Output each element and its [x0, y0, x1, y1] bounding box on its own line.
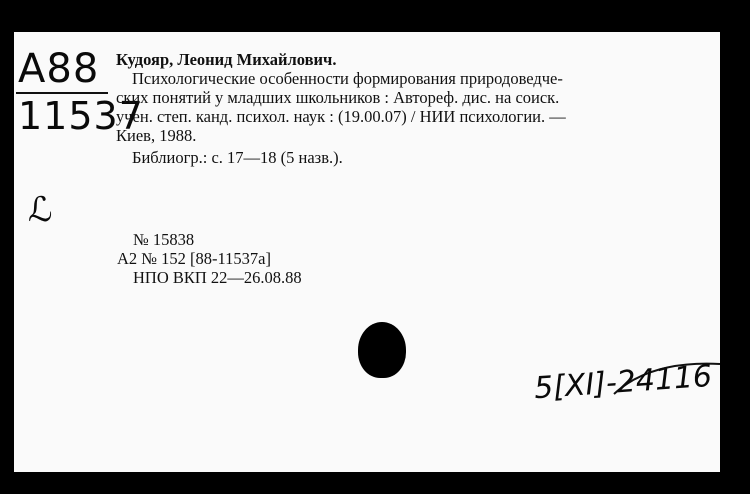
shelf-mark-top: А88 [18, 46, 100, 92]
registration-date: НПО ВКП 22—26.08.88 [133, 268, 302, 287]
registration-code: А2 № 152 [88-11537а] [117, 249, 271, 268]
record-line-3: учен. степ. канд. психол. наук : (19.00.07) / НИИ психологии. — [116, 107, 566, 126]
card-punch-hole [358, 322, 406, 378]
shelf-mark-bottom: 11537 [18, 94, 144, 138]
handwritten-note: 5[XI]-24116 [532, 358, 714, 407]
record-line-2: ских понятий у младших школьников : Автореф. дис. на соиск. [116, 88, 560, 107]
registration-number: № 15838 [133, 230, 195, 249]
record-line-4: Киев, 1988. [116, 126, 197, 145]
record-bibliography: Библиогр.: с. 17—18 (5 назв.). [132, 148, 343, 167]
record-line-1: Психологические особенности формирования природоведче- [132, 69, 563, 88]
record-author: Кудояр, Леонид Михайлович. [116, 50, 337, 69]
handwritten-mark: ℒ [28, 190, 53, 230]
